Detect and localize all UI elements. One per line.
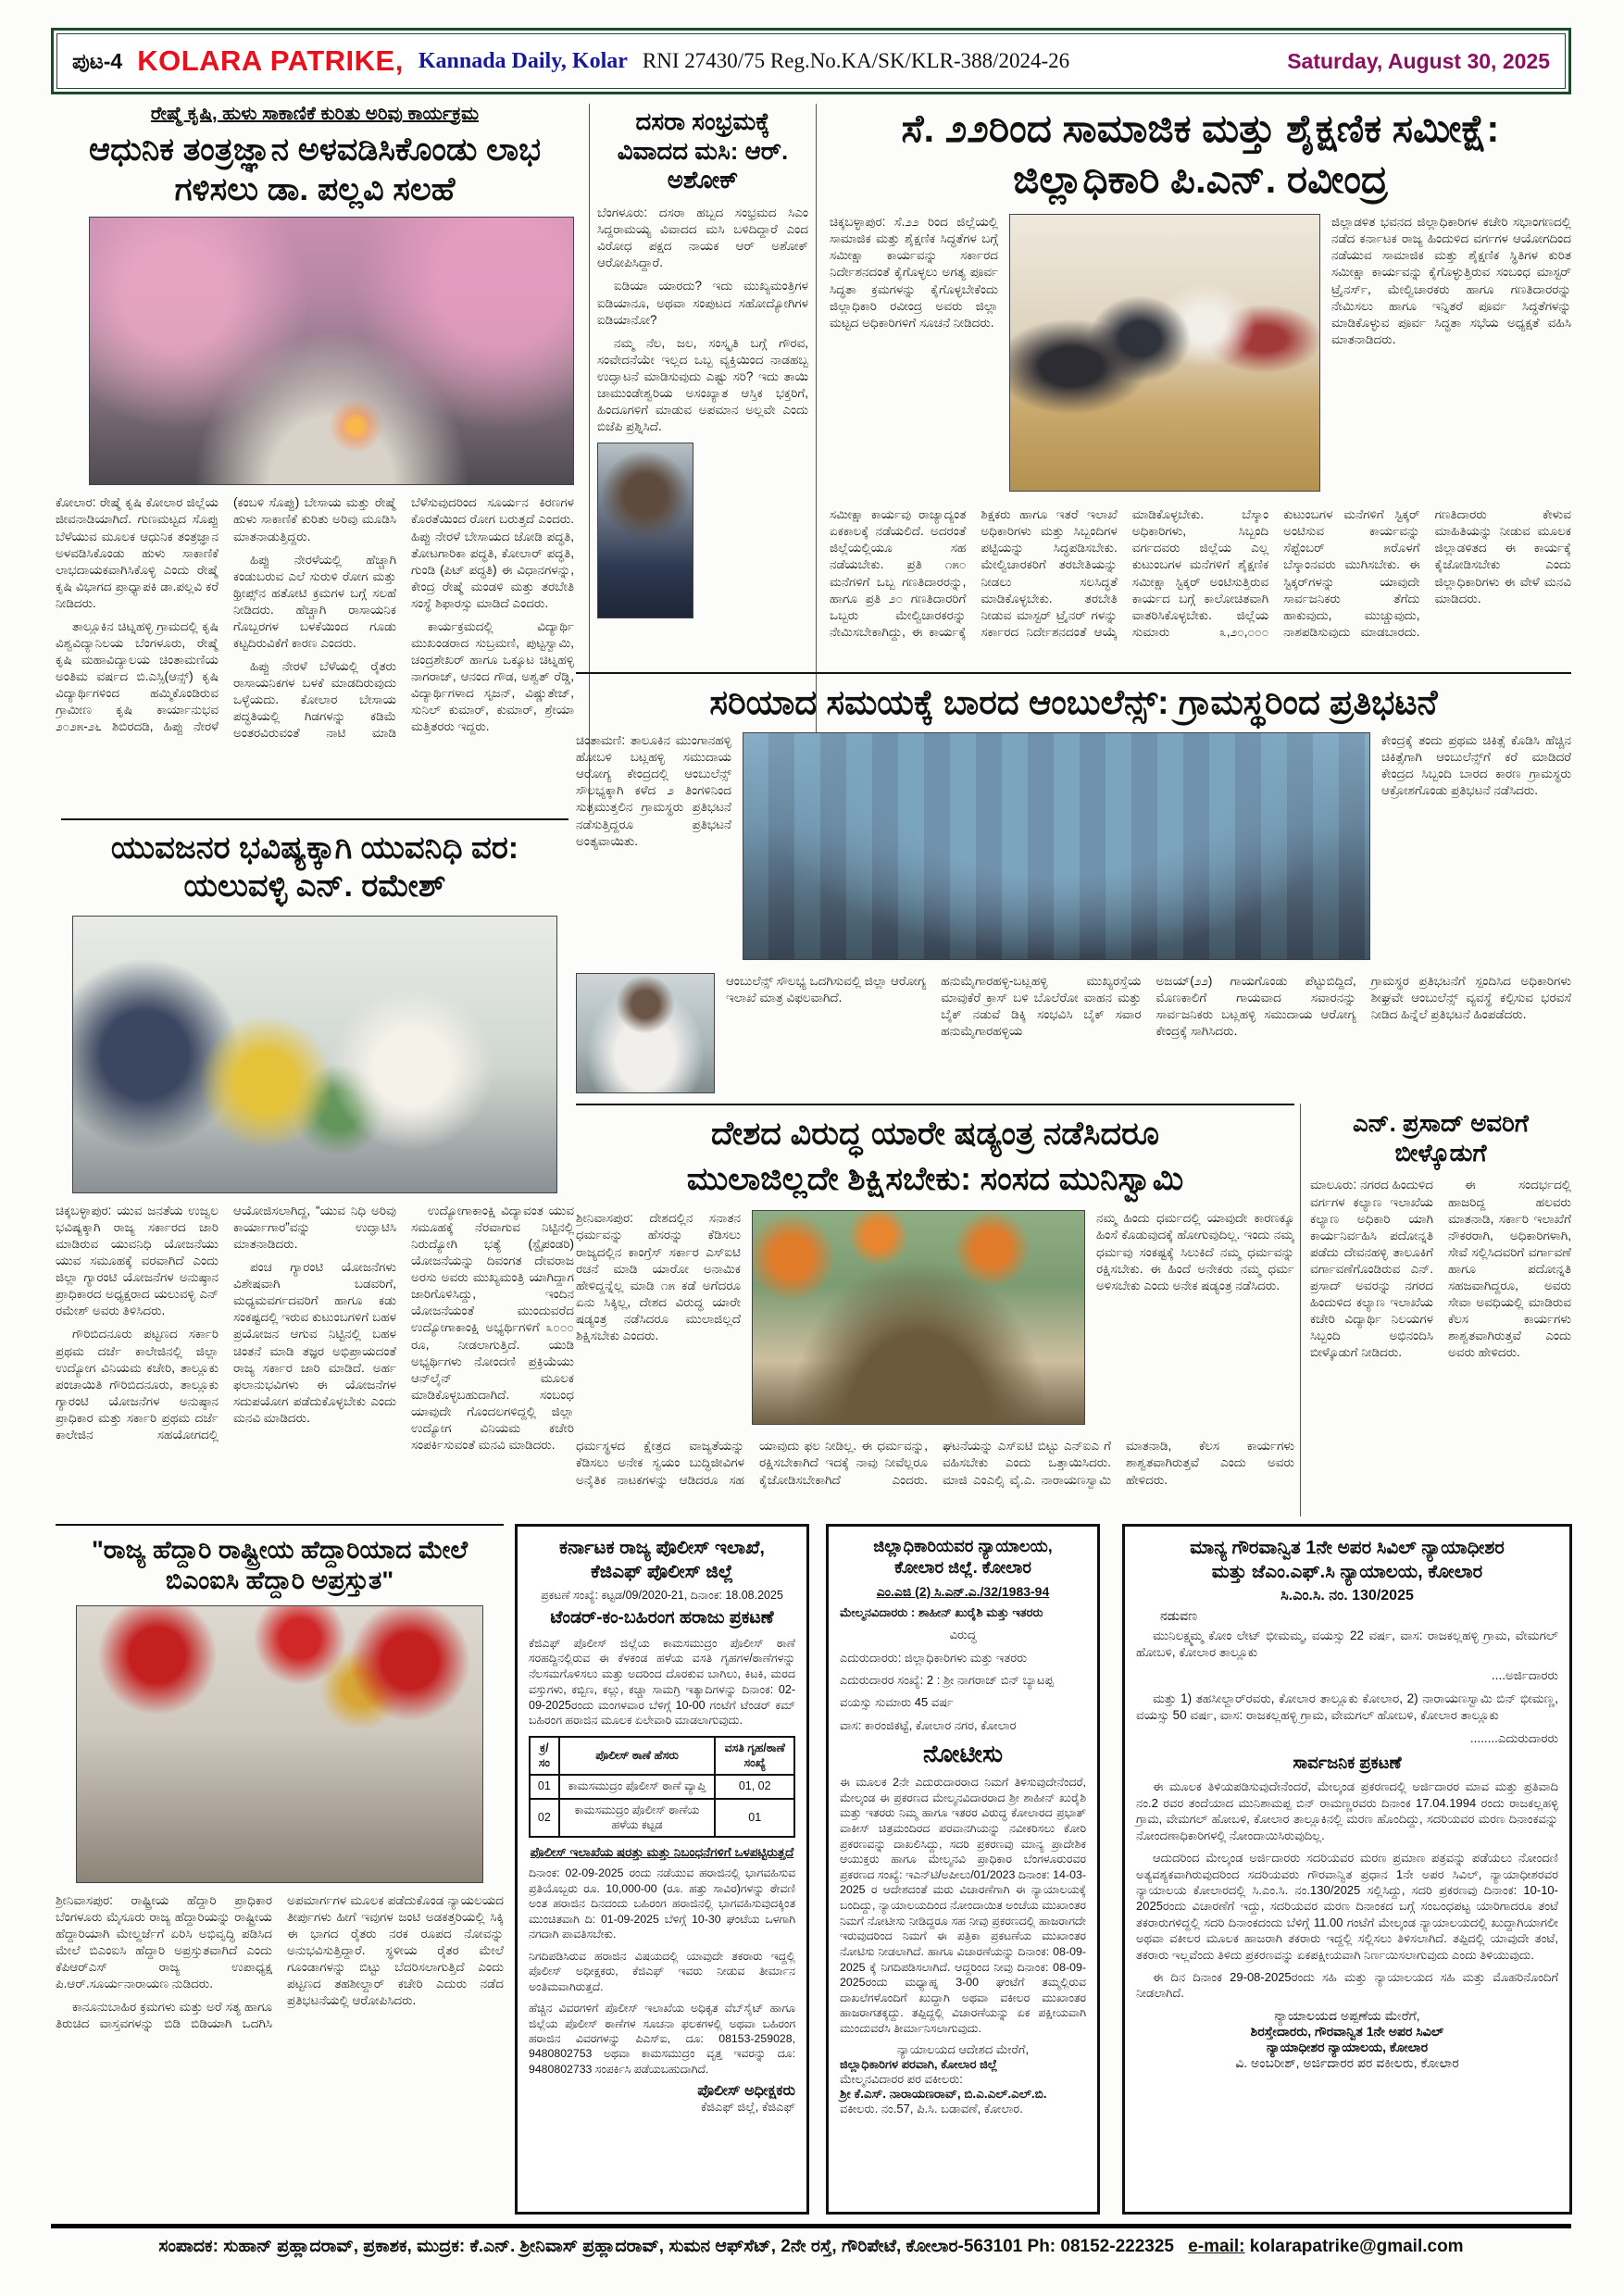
table-cell: 01, 02 bbox=[715, 1775, 794, 1799]
article-body bbox=[56, 1892, 504, 2207]
table-cell: 01 bbox=[530, 1775, 559, 1799]
by-order-line: ನ್ಯಾಯಾಲಯದ ಅಪ್ಪಣೆಯ ಮೇರೆಗೆ, bbox=[1274, 2007, 1420, 2023]
article-lead: ಶ್ರೀನಿವಾಸಪುರ: ದೇಶದಲ್ಲಿನ ಸನಾತನ ಧರ್ಮವನ್ನು ಹೆಸರನ್ನು ಕೆಡಿಸಲು ರಾಜ್ಯದಲ್ಲಿನ ಕಾಂಗ್ರೆಸ್ ಸರ್ಕಾರ ಎಸ್‌ಐಟಿ ರಚನೆ ಮಾಡಿ ಯಾರೋ ಅನಾಮಿಕ ಹೇಳಿದ್ದನ್ನೆಲ್ಲ ಮಾಡಿ ೧೫ ಕಡೆ ಅಗೆದರೂ ಏನು ಸಿಕ್ಕಿಲ್ಲ, ದೇಶದ ವಿರುದ್ಧ ಯಾರೇ ಷಡ್ಯಂತ್ರ ನಡೆಸಿದರೂ ಮುಲಾಜಿಲ್ಲದೆ ಶಿಕ್ಷಿಸಬೇಕು ಎಂದರು. bbox=[576, 1211, 741, 1342]
respondent2-line: ಎದುರುದಾರರ ಸಂಖ್ಯೆ: 2 : ಶ್ರೀ ನಾಗರಾಜ್ ಬಿನ್ ಬ್ಯಾಟಪ್ಪ bbox=[840, 1673, 1054, 1687]
signatory-line: ಜಿಲ್ಲಾಧಿಕಾರಿಗಳ ಪರವಾಗಿ, ಕೋಲಾರ ಜಿಲ್ಲೆ bbox=[840, 2056, 998, 2071]
photo-protest-crowd bbox=[743, 732, 1370, 960]
photo-saffron-flag-rally bbox=[752, 1210, 1085, 1425]
paragraph: ಚಿಕ್ಕಬಳ್ಳಾಪುರ: ಯುವ ಜನತೆಯ ಉಜ್ವಲ ಭವಿಷ್ಯಕ್ಕಾಗಿ ರಾಜ್ಯ ಸರ್ಕಾರದ ಜಾರಿ ಮಾಡಿರುವ ಯುವನಿಧಿ ಯೋಜನೆಯು ಯುವ ಸಮೂಹಕ್ಕೆ ವರವಾಗಿದೆ ಎಂದು ಜಿಲ್ಲಾ ಗ್ಯಾರಂಟಿ ಯೋಜನೆಗಳ ಅನುಷ್ಠಾನ ಪ್ರಾಧಿಕಾರದ ಅಧ್ಯಕ್ಷರಾದ ಯಲುವಳ್ಳಿ ಎನ್ ರಮೇಶ್ ಅವರು ತಿಳಿಸಿದರು. bbox=[56, 1203, 219, 1318]
paper-subtitle: Kannada Daily, Kolar bbox=[418, 48, 628, 73]
page-number-label: ಪುಟ-4 bbox=[72, 48, 123, 73]
paragraph: ಬೆಂಗಳೂರು: ದಸರಾ ಹಬ್ಬದ ಸಂಭ್ರಮದ ಸಿಎಂ ಸಿದ್ದರಾಮಯ್ಯ ವಿವಾದದ ಮಸಿ ಬಳಿದಿದ್ದಾರೆ ಎಂದ ವಿರೋಧ ಪಕ್ಷದ ನಾಯಕ ಆರ್ ಅಶೋಕ್ ಆರೋಪಿಸಿದ್ದಾರೆ. bbox=[597, 206, 808, 270]
footer-email-label: e-mail: bbox=[1188, 2237, 1245, 2256]
appellant-line: ಮೇಲ್ಮನವಿದಾರರು : ಶಾಹೀನ್ ಖುರೈಶಿ ಮತ್ತು ಇತರರು bbox=[840, 1604, 1043, 1619]
notice-title: ನೋಟೀಸು bbox=[922, 1740, 1004, 1768]
notice-terms-title: ಪೊಲೀಸ್ ಇಲಾಖೆಯ ಷರತ್ತು ಮತ್ತು ನಿಬಂಧನೆಗಳಿಗೆ ಒಳಪಟ್ಟಿರುತ್ತದೆ bbox=[530, 1845, 794, 1860]
article-body bbox=[56, 1203, 574, 1518]
respondent-line: ಎದುರುದಾರರು: ಜಿಲ್ಲಾಧಿಕಾರಿಗಳು ಮತ್ತು ಇತರರು bbox=[840, 1650, 1028, 1665]
table-header: ಕ್ರ/ಸಂ bbox=[530, 1737, 559, 1775]
notice-terms bbox=[529, 1866, 795, 2077]
notice-signatory: ಪೊಲೀಸ್ ಅಧೀಕ್ಷಕರು bbox=[697, 2083, 795, 2100]
table-cell: ಕಾಮಸಮುದ್ರಂ ಪೊಲೀಸ್ ಠಾಣೆಯ ಹಳೆಯ ಕಟ್ಟಡ bbox=[559, 1799, 716, 1837]
paragraph: ಅಜಯ್(೨೨) ಗಾಯಗೊಂಡು ಪೆಟ್ಟುಬಿದ್ದಿದೆ, ಮೊಣಕಾಲಿಗೆ ಗಾಯವಾದ ಸವಾರನನ್ನು ಸಾರ್ವಜನಿಕರು ಬಟ್ಲಹಳ್ಳಿ ಸಮುದಾಯ ಆರೋಗ್ಯ ಕೇಂದ್ರಕ್ಕೆ ಸಾಗಿಸಿದರು. bbox=[1156, 974, 1356, 1039]
notice-dept-line1: ಕರ್ನಾಟಕ ರಾಜ್ಯ ಪೊಲೀಸ್ ಇಲಾಖೆ, bbox=[559, 1538, 765, 1558]
article-headline: ಯುವಜನರ ಭವಿಷ್ಯಕ್ಕಾಗಿ ಯುವನಿಧಿ ವರ: ಯಲುವಳ್ಳಿ ಎನ್. ರಮೇಶ್ bbox=[61, 818, 568, 906]
article-continuation: ಸಮೀಕ್ಷಾ ಕಾರ್ಯವು ರಾಜ್ಯಾದ್ಯಂತ ಏಕಕಾಲಕ್ಕೆ ನಡೆಯಲಿದೆ. ಅದರಂತೆ ಜಿಲ್ಲೆಯಲ್ಲಿಯೂ ಸಹ ನಡೆಯಬೇಕು. ಪ್ರತಿ ೧೫೦ ಮನೆಗಳಿಗೆ ಒಬ್ಬ ಗಣತಿದಾರರನ್ನು, ಹಾಗೂ ಪ್ರತಿ ೨೦ ಗಣತಿದಾರರಿಗೆ ಒಬ್ಬರು ಮೇಲ್ವಿಚಾರಕರನ್ನು ನೇಮಿಸಬೇಕಾಗಿದ್ದು, ಈ ಕಾರ್ಯಕ್ಕೆ ಶಿಕ್ಷಕರು ಹಾಗೂ ಇತರೆ ಇಲಾಖೆ ಅಧಿಕಾರಿಗಳು ಮತ್ತು ಸಿಬ್ಬಂದಿಗಳ ಪಟ್ಟಿಯನ್ನು ಸಿದ್ಧಪಡಿಸಬೇಕು. ಮೇಲ್ವಿಚಾರಕರಿಗೆ ತರಬೇತಿಯನ್ನು ನೀಡಲು ಸಲಸಿದ್ಧತೆ ಮಾಡಿಕೊಳ್ಳಬೇಕು. ತರಬೇತಿ ನೀಡುವ ಮಾಸ್ಟರ್ ಟ್ರೈನರ್ ಗಳನ್ನು ಸರ್ಕಾರದ ನಿರ್ದೇಶನದಂತೆ ಆಯ್ಕೆ ಮಾಡಿಕೊಳ್ಳಬೇಕು. ಬೆಸ್ಕಾಂ ಅಧಿಕಾರಿಗಳು, ಸಿಬ್ಬಂದಿ ವರ್ಗದವರು ಜಿಲ್ಲೆಯ ಎಲ್ಲ ಕುಟುಂಬಗಳ ಮನೆಗಳಿಗೆ ಶೈಕ್ಷಣಿಕ ಸಮೀಕ್ಷಾ ಸ್ಟಿಕ್ಕರ್ ಅಂಟಿಸುತ್ತಿರುವ ಕಾರ್ಯದ ಬಗ್ಗೆ ಕಾಲೋಚಿತವಾಗಿ ವಾತರಿಸಿಕೊಳ್ಳಬೇಕು. ಜಿಲ್ಲೆಯ ಸುಮಾರು ೩,೨೦,೦೦೦ ಕುಟುಂಬಗಳ ಮನೆಗಳಿಗೆ ಸ್ಟಿಕ್ಕರ್ ಅಂಟಿಸುವ ಕಾರ್ಯವನ್ನು ಸೆಪ್ಟೆಂಬರ್ ೫ರೊಳಗೆ ಬೆಸ್ಕಾಂನವರು ಮುಗಿಸಬೇಕು. ಈ ಸ್ಟಿಕ್ಕರ್‌ಗಳನ್ನು ಯಾವುದೇ ಸಾರ್ವಜನಿಕರು ತೆಗೆದು ಹಾಕುವುದು, ಮುಚ್ಚುವುದು, ನಾಶಪಡಿಸುವುದು ಮಾಡಬಾರದು. ಗಣತಿದಾರರು ಕೇಳುವ ಮಾಹಿತಿಯನ್ನು ನೀಡುವ ಮೂಲಕ ಜಿಲ್ಲಾಡಳಿತದ ಈ ಕಾರ್ಯಕ್ಕೆ ಕೈಜೋಡಿಸಬೇಕು ಎಂದು ಜಿಲ್ಲಾಧಿಕಾರಿಗಳು ಈ ವೇಳೆ ಮನವಿ ಮಾಡಿದರು. bbox=[830, 507, 1571, 639]
paragraph: ಗೌರಿಬಿದನೂರು ಪಟ್ಟಣದ ಸರ್ಕಾರಿ ಪ್ರಥಮ ದರ್ಜೆ ಕಾಲೇಜಿನಲ್ಲಿ ಜಿಲ್ಲಾ ಉದ್ಯೋಗ ವಿನಿಯಮ ಕಚೇರಿ, ತಾಲ್ಲೂಕು ಪಂಚಾಯಿತಿ ಗೌರಿಬಿದನೂರು, ತಾಲ್ಲೂಕು ಗ್ಯಾರಂಟಿ ಯೋಜನೆಗಳ ಅನುಷ್ಠಾನ ಪ್ರಾಧಿಕಾರ ಮತ್ತು ಸರ್ಕಾರಿ ಪ್ರಥಮ ದರ್ಜೆ ಕಾಲೇಜಿನ ಸಹಯೋಗದಲ್ಲಿ ಆಯೋಜಿಸಲಾಗಿದ್ದ, “ಯುವ ನಿಧಿ ಅರಿವು ಕಾರ್ಯಾಗಾರ”ವನ್ನು ಉದ್ಘಾಟಿಸಿ ಮಾತನಾಡಿದರು. bbox=[56, 1203, 396, 1441]
notice-body-paragraph: ಆದುದರಿಂದ ಮೇಲ್ಕಂಡ ಅರ್ಜಿದಾರರು ಸದರಿಯವರ ಮರಣ ಪ್ರಮಾಣ ಪತ್ರವನ್ನು ಪಡೆಯಲು ನೋಂದಣಿ ಅತ್ಯವಶ್ಯಕವಾಗಿರುವುದರಿಂದ ಸದರಿಯವರು ಗೌರವಾನ್ವಿತ ಪ್ರಧಾನ 1ನೇ ಅಪರ ಸಿವಿಲ್, ನ್ಯಾಯಾಧೀಶರವರ ನ್ಯಾಯಾಲಯ ಕೋಲಾರದಲ್ಲಿ ಸಿ.ಎಂ.ಸಿ. ನಂ.130/2025 ಸಲ್ಲಿಸಿದ್ದು, ಸದರಿ ಪ್ರಕರಣವು ದಿನಾಂಕ: 10-10-2025ರಂದು ವಿಚಾರಣೆಗೆ ಇದ್ದು, ಸದರಿಯವರ ಮರಣ ದಿನಾಂಕದ ಬಗ್ಗೆ ಸಂಬಂಧಪಟ್ಟ ಯಾರಿಗಾದರೂ ತಂಟೆ ತಕರಾರುಗಳಿದ್ದಲ್ಲಿ ಸದರಿ ದಿನಾಂಕದಂದು ಬೆಳಿಗ್ಗೆ 11.00 ಗಂಟೆಗೆ ಮೇಲ್ಕಂಡ ನ್ಯಾಯಾಲಯದಲ್ಲಿ ಖುದ್ದಾಗಿಯಾಗಲೀ ಅಥವಾ ವಕೀಲರ ಮೂಲಕ ಹಾಜರಾಗಿ ತಕರಾರು ಇದ್ದಲ್ಲಿ ಸಲ್ಲಿಸಲು ತಿಳಿಸಲಾಗಿದೆ. ತಪ್ಪಿದಲ್ಲಿ ಯಾವುದೇ ತಂಟೆ, ತಕರಾರು ಇಲ್ಲವೆಂದು ತಿಳಿದು ಪ್ರಕರಣವನ್ನು ಏಕಪಕ್ಷೀಯವಾಗಿ ನಿರ್ಣಯಿಸಲಾಗುವುದು ಎಂದು ತಿಳಿಯುವುದು. bbox=[1136, 1851, 1558, 1962]
article-headline: ಆಧುನಿಕ ತಂತ್ರಜ್ಞಾನ ಅಳವಡಿಸಿಕೊಂಡು ಲಾಭ ಗಳಿಸಲು ಡಾ. ಪಲ್ಲವಿ ಸಲಹೆ bbox=[88, 131, 542, 207]
article-ambulance bbox=[576, 672, 1571, 1100]
article-headline-line2: ಮುಲಾಜಿಲ್ಲದೇ ಶಿಕ್ಷಿಸಬೇಕು: ಸಂಸದ ಮುನಿಸ್ವಾಮಿ bbox=[686, 1160, 1184, 1197]
footer-imprint: ಸಂಪಾದಕ: ಸುಹಾನ್ ಪ್ರಹ್ಲಾದರಾವ್, ಪ್ರಕಾಶಕ, ಮುದ್ರಕ: ಕೆ.ಎನ್. ಶ್ರೀನಿವಾಸ್ ಪ್ರಹ್ಲಾದರಾವ್, ಸುಮನ ಆಫ್‌ಸೆಟ್, 2ನೇ ರಸ್ತೆ, ಗೌರಿಪೇಟೆ, ಕೋಲಾರ-563101 Ph: 08152-222325 bbox=[158, 2237, 1174, 2256]
issue-date: Saturday, August 30, 2025 bbox=[1287, 48, 1550, 73]
article-side-column: ನಮ್ಮ ಹಿಂದು ಧರ್ಮದಲ್ಲಿ ಯಾವುದೇ ಕಾರಣಕ್ಕೂ ಹಿಂಸೆ ಕೊಡುವುದಕ್ಕೆ ಹೋಗುವುದಿಲ್ಲ. ಇಂದು ನಮ್ಮ ಧರ್ಮವು ಸಂಕಷ್ಟಕ್ಕೆ ಸಿಲುಕಿದೆ ನಮ್ಮ ಧರ್ಮವನ್ನು ರಕ್ಷಿಸಬೇಕು. ಈ ಹಿಂದೆ ಅನೇಕರು ನಮ್ಮ ಧರ್ಮ ಅಳಿಸಬೇಕು ಎಂದು ಅನೇಕ ಷಡ್ಯಂತ್ರ ನಡೆಸಿದರು. bbox=[1096, 1211, 1294, 1292]
versus-label: ವಿರುದ್ಧ bbox=[949, 1628, 977, 1642]
notice-body-paragraph: ಈ ದಿನ ದಿನಾಂಕ 29-08-2025ರಂದು ಸಹಿ ಮತ್ತು ನ್ಯಾಯಾಲಯದ ಸಹಿ ಮತ್ತು ಮೊಹರಿನೊಂದಿಗೆ ನೀಡಲಾಗಿದೆ. bbox=[1136, 1969, 1558, 2001]
article-headline: ಸರಿಯಾದ ಸಮಯಕ್ಕೆ ಬಾರದ ಆಂಬುಲೆನ್ಸ್: ಗ್ರಾಮಸ್ಥರಿಂದ ಪ್ರತಿಭಟನೆ bbox=[709, 683, 1438, 721]
paper-title: KOLARA PATRIKE, bbox=[137, 44, 404, 77]
article-silk-farming bbox=[56, 104, 574, 813]
article-munisvami bbox=[576, 1104, 1294, 1518]
paragraph: ಕಾನೂನುಬಾಹಿರ ಕ್ರಮಗಳು ಮತ್ತು ಅರೆ ಸತ್ಯ ಹಾಗೂ ತಿರುಚಿದ ವಾಸ್ತವಗಳನ್ನು ಬಿಡಿ ಬಿಡಿಯಾಗಿ ಒದಗಿಸಿ ಅಪಮಾರ್ಗಗಳ ಮೂಲಕ ಪಡೆದುಕೊಂಡ ನ್ಯಾಯಲಯದ ತೀರ್ಪುಗಳು ಹೀಗೆ ಇವುಗಳ ಜಂಟಿ ಅಡಕತ್ತರಿಯಲ್ಲಿ ಸಿಕ್ಕಿ ಈ ಭಾಗದ ರೈತರು ನರಕ ರೂಪದ ನೋವನ್ನು ಅನುಭವಿಸುತ್ತಿದ್ದಾರೆ. ಸ್ಥಳೀಯ ರೈತರ ಮೇಲೆ ಗೂಂಡಾಗಳನ್ನು ಬಿಟ್ಟು ಬೆದರಿಸಲಾಗುತ್ತಿದೆ ಎಂದು ಪಟ್ಟಣದ ತಹಶೀಲ್ದಾರ್ ಕಚೇರಿ ಎದುರು ನಡೆದ ಪ್ರತಿಭಟನೆಯಲ್ಲಿ ಆರೋಪಿಸಿದರು. bbox=[56, 1892, 504, 2031]
photo-lamp-lighting bbox=[89, 217, 574, 485]
paragraph: ಶ್ರೀನಿವಾಸಪುರ: ರಾಷ್ಟ್ರೀಯ ಹೆದ್ದಾರಿ ಪ್ರಾಧಿಕಾರ ಬೆಂಗಳೂರು ಮೈಸೂರು ರಾಜ್ಯ ಹೆದ್ದಾರಿಯನ್ನು ರಾಷ್ಟ್ರೀಯ ಹೆದ್ದಾರಿಯಾಗಿ ಮೇಲ್ದರ್ಜೆಗೆ ಏರಿಸಿ ಅಭಿವೃದ್ಧಿ ಪಡಿಸಿದ ಮೇಲೆ ಬಿಎಂಐಸಿ ಹೆದ್ದಾರಿ ಅಪ್ರಸ್ತುತವಾಗಿದೆ ಎಂದು ಕೆಪಿಆರ್‌ಎಸ್ ರಾಜ್ಯ ಉಪಾಧ್ಯಕ್ಷ ಪಿ.ಆರ್.ಸೂರ್ಯನಾರಾಯಣ ನುಡಿದರು. bbox=[56, 1892, 272, 1991]
notice-court-line2: ಮತ್ತು ಜೆಎಂ.ಎಫ್.ಸಿ ನ್ಯಾಯಾಲಯ, ಕೋಲಾರ bbox=[1211, 1562, 1483, 1582]
table-header: ಪೊಲೀಸ್ ಠಾಣೆ ಹೆಸರು bbox=[559, 1737, 716, 1775]
notice-case-number: ಸಿ.ಎಂ.ಸಿ. ನಂ. 130/2025 bbox=[1280, 1588, 1414, 1603]
article-prasad-farewell bbox=[1300, 1104, 1571, 1516]
paragraph: ಆಂಬುಲೆನ್ಸ್ ಸೌಲಭ್ಯ ಒದಗಿಸುವಲ್ಲಿ ಜಿಲ್ಲಾ ಆರೋಗ್ಯ ಇಲಾಖೆ ಮಾತ್ರ ವಿಫಲವಾಗಿದೆ. bbox=[726, 974, 927, 1005]
article-side-column: ಜಿಲ್ಲಾಡಳಿತ ಭವನದ ಜಿಲ್ಲಾಧಿಕಾರಿಗಳ ಕಚೇರಿ ಸಭಾಂಗಣದಲ್ಲಿ ನಡೆದ ಕರ್ನಾಟಕ ರಾಜ್ಯ ಹಿಂದುಳಿದ ವರ್ಗಗಳ ಆಯೋಗದಿಂದ ನಡೆಯುವ ಸಾಮಾಜಿಕ ಮತ್ತು ಶೈಕ್ಷಣಿಕ ಸ್ಥಿತಿಗಳ ಕುರಿತ ಸಮೀಕ್ಷಾ ಕಾರ್ಯವನ್ನು ಕೈಗೊಳ್ಳುತ್ತಿರುವ ಸಂಬಂಧ ಮಾಸ್ಟರ್ ಟ್ರೈನರ್ಸ್, ಮೇಲ್ವಿಚಾರಕರು ಹಾಗೂ ಗಣತಿದಾರರನ್ನು ನೇಮಿಸಲು ಹಾಗೂ ಇನ್ನಿತರೆ ಪೂರ್ವ ಸಿದ್ಧತೆಗಳನ್ನು ಮಾಡಿಕೊಳ್ಳುವ ಪೂರ್ವ ಸಿದ್ಧತಾ ಸಭೆಯ ಅಧ್ಯಕ್ಷತೆ ವಹಿಸಿ ಮಾತನಾಡಿದರು. bbox=[1331, 215, 1571, 346]
term: ಹೆಚ್ಚಿನ ವಿವರಗಳಿಗೆ ಪೊಲೀಸ್ ಇಲಾಖೆಯ ಅಧಿಕೃತ ವೆಬ್‌ಸೈಟ್ ಹಾಗೂ ಜಿಲ್ಲೆಯ ಪೊಲೀಸ್ ಠಾಣೆಗಳ ಸೂಚನಾ ಫಲಕಗಳಲ್ಲಿ ಅಥವಾ ಬಹಿರಂಗ ಹರಾಜಿನ ವಿವರಗಳನ್ನು ಪಿಎಸ್‌ಐ, ದೂ: 08153-259028, 9480802753 ಅಥವಾ ಕಾಮಸಮುದ್ರಂ ವೃತ್ತ ಇವರನ್ನು ದೂ: 9480802733 ಸಂಪರ್ಕಿಸಿ ಪಡೆಯಬಹುದಾಗಿದೆ. bbox=[529, 2002, 795, 2076]
paragraph: ಉದ್ಯೋಗಾಕಾಂಕ್ಷಿ ವಿದ್ಯಾವಂತ ಯುವ ಸಮೂಹಕ್ಕೆ ನೆರವಾಗುವ ನಿಟ್ಟಿನಲ್ಲಿ ನಿರುದ್ಯೋಗಿ ಭತ್ಯೆ (ಸ್ಟೈಪಂಡರಿ) ಯೋಜನೆಯನ್ನು ದಿವಂಗತ ದೇವರಾಜ ಅರಸು ಅವರು ಮುಖ್ಯಮಂತ್ರಿ ಯಾಗಿದ್ದಾಗ ಜಾರಿಗೊಳಿಸಿದ್ದು, ಇಂದಿನ ಯೋಜನೆಯಂತೆ ಮುಂದುವರೆದ ಉದ್ಯೋಗಾಕಾಂಕ್ಷಿ ಅಭ್ಯರ್ಥಿಗಳಿಗೆ ೩೦೦೦ ರೂ, ನೀಡಲಾಗುತ್ತಿದೆ. ಯುಡಿ ಅಭ್ಯರ್ಥಿಗಳು ನೋಂದಣಿ ಪ್ರಕ್ರಿಯೆಯು ಆನ್‌ಲೈನ್ ಮೂಲಕ ಮಾಡಿಕೊಳ್ಳಬಹುದಾಗಿದೆ. ಸಂಬಂಧ ಯಾವುದೇ ಗೊಂದಲಗಳಿದ್ದಲ್ಲಿ ಜಿಲ್ಲಾ ಉದ್ಯೋಗ ವಿನಿಯಮ ಕಚೇರಿ ಸಂಪರ್ಕಿಸುವಂತೆ ಮನವಿ ಮಾಡಿದರು. bbox=[411, 1203, 574, 1453]
advocate-line: ವಿ. ಅಂಬರೀಶ್, ಅರ್ಜಿದಾರರ ಪರ ವಕೀಲರು, ಕೋಲಾರ bbox=[1235, 2054, 1459, 2070]
notice-intro: ಕೆಜಿಎಫ್ ಪೊಲೀಸ್ ಜಿಲ್ಲೆಯ ಕಾಮಸಮುದ್ರಂ ಪೊಲೀಸ್ ಠಾಣೆ ಸರಹದ್ದಿನಲ್ಲಿರುವ ಈ ಕೆಳಕಂಡ ಹಳೆಯ ವಸತಿ ಗೃಹಗಳ/ಠಾಣೆಗಳನ್ನು ನೆಲಸಮಗೊಳಿಸಲು ಮತ್ತು ಅದರಿಂದ ದೊರಕುವ ಬಾಗಿಲು, ಕಿಟಕಿ, ಮರದ ವಸ್ತುಗಳು, ಕಬ್ಬಿಣ, ಕಲ್ಲು, ಕಚ್ಚಾ ಸಾಮಗ್ರಿ ಇತ್ಯಾದಿಗಳನ್ನು ದಿನಾಂಕ: 02-09-2025ರಂದು ಮಂಗಳವಾರ ಬೆಳಿಗ್ಗೆ 10-00 ಗಂಟೆಗೆ ಟೆಂಡರ್ ಕಮ್ ಬಹಿರಂಗ ಹರಾಜಿನ ಮೂಲಕ ಏಲೇವಾರಿ ಮಾಡಲಾಗುವುದು. bbox=[529, 1636, 795, 1728]
advocate-label: ಮೇಲ್ಮನವಿದಾರರ ಪರ ವಕೀಲರು: bbox=[840, 2071, 963, 2086]
age-line: ವಯಸ್ಸು ಸುಮಾರು 45 ವರ್ಷ bbox=[840, 1695, 954, 1710]
applicant-tag: ....ಅರ್ಜಿದಾರರು bbox=[1491, 1668, 1558, 1683]
article-body bbox=[597, 205, 808, 435]
photo-villager-portrait bbox=[576, 973, 715, 1093]
applicant-line: ಮುನಿಲಕ್ಷ್ಮಮ್ಮ ಕೋಂ ಲೇಟ್ ಭೀಮಮ್ಮ, ವಯಸ್ಸು 22 ವರ್ಷ, ವಾಸ: ರಾಜಕಲ್ಲಹಳ್ಳಿ ಗ್ರಾಮ, ವೇಮಗಲ್ ಹೋಬಳಿ, ಕೋಲಾರ ತಾಲ್ಲೂಕು bbox=[1136, 1628, 1558, 1660]
article-headline-line1: ದೇಶದ ವಿರುದ್ಧ ಯಾರೇ ಷಡ್ಯಂತ್ರ ನಡೆಸಿದರೂ bbox=[711, 1116, 1159, 1152]
table-cell: ಕಾಮಸಮುದ್ರಂ ಪೊಲೀಸ್ ಠಾಣೆ ವ್ಯಾಪ್ತಿ bbox=[559, 1775, 716, 1799]
article-headline: ಎನ್. ಪ್ರಸಾದ್ ಅವರಿಗೆ ಬೀಳ್ಕೊಡುಗೆ bbox=[1353, 1109, 1529, 1167]
paragraph: ಹನುಮೈಗಾರಹಳ್ಳಿ-ಬಟ್ಲಹಳ್ಳಿ ಮುಖ್ಯರಸ್ತೆಯ ಮಾವುಕೆರೆ ಕ್ರಾಸ್ ಬಳಿ ಬೊಲೆರೋ ವಾಹನ ಮತ್ತು ಬೈಕ್ ನಡುವೆ ಡಿಕ್ಕಿ ಸಂಭವಿಸಿ ಬೈಕ್ ಸವಾರ ಹನುಮೈಗಾರಹಳ್ಳಿಯ bbox=[941, 974, 1142, 1039]
article-kicker: ರೇಷ್ಮೆ ಕೃಷಿ, ಹುಳು ಸಾಕಾಣಿಕೆ ಕುರಿತು ಅರಿವು ಕಾರ್ಯಕ್ರಮ bbox=[150, 104, 480, 124]
signatory-line2: ನ್ಯಾಯಾಧೀಶರ ನ್ಯಾಯಾಲಯ, ಕೋಲಾರ bbox=[1266, 2039, 1429, 2054]
respondents-tag: ........ಎದುರುದಾರರು bbox=[1469, 1731, 1558, 1746]
notice-court-line2: ಕೋಲಾರ ಜಿಲ್ಲೆ. ಕೋಲಾರ bbox=[894, 1558, 1031, 1578]
notice-body: ಈ ಮೂಲಕ 2ನೇ ಎದುರುದಾರರಾದ ನಿಮಗೆ ತಿಳಿಸುವುದೇನೆಂದರೆ, ಮೇಲ್ಕಂಡ ಈ ಪ್ರಕರಣದ ಮೇಲ್ಮನವಿದಾರರಾದ ಶ್ರೀ ಶಾಹೀನ್ ಖುರೈಶಿ ಮತ್ತು ಇತರರು ನಿಮ್ಮ ಹಾಗೂ ಇತರರ ವಿರುದ್ಧ ಕೋಲಾರದ ಪ್ರಭಾತ್ ವಾಕೀಸ್ ಚಿತ್ರಮಂದಿರದ ಪರವಾನಗಿಯನ್ನು ನವೀಕರಿಸಲು ಕೋರಿ ಪ್ರಕರಣವನ್ನು ದಾಖಲಿಸಿದ್ದು, ಸದರಿ ಪ್ರಕರಣವು ಮಾನ್ಯ ಪ್ರಾದೇಶಿಕ ಆಯುಕ್ತರು ಹಾಗೂ ಮೇಲ್ಮನವಿ ಪ್ರಾಧಿಕಾರ ಬೆಂಗಳೂರುರವರ ಪ್ರಕರಣದ ಸಂಖ್ಯೆ: ಇಎನ್‌ಟಿ/ಅಪೀಲು/01/2023 ದಿನಾಂಕ: 14-03-2025 ರ ಆದೇಶದಂತೆ ಮರು ವಿಚಾರಣೆಗಾಗಿ ಈ ನ್ಯಾಯಾಲಯಕ್ಕೆ ಬಂದಿದ್ದು, ನ್ಯಾಯಾಲಯದಿಂದ ನೋಂದಾಯಿತ ಅಂಚೆಯ ಮುಖಾಂತರ ನಿಮಗೆ ನೋಟೀಸು ನೀಡಿದ್ದರೂ ಸಹ ನೀವು ಪ್ರಕರಣದಲ್ಲಿ ಹಾಜರಾಗದೇ ಇರುವುದರಿಂದ ನಿಮಗೆ ಈ ಪತ್ರಿಕಾ ಪ್ರಕಟಣೆಯ ಮುಖಾಂತರ ನೋಟಿಸು ನೀಡಲಾಗಿದೆ. ಹಾಗೂ ವಿಚಾರಣೆಯನ್ನು ದಿನಾಂಕ: 08-09-2025 ಕ್ಕೆ ನಿಗದಿಪಡಿಸಲಾಗಿದೆ. ಆದ್ದರಿಂದ ನೀವು ದಿನಾಂಕ: 08-09-2025ರಂದು ಮಧ್ಯಾಹ್ನ 3-00 ಘಂಟೆಗೆ ತಮ್ಮಲ್ಲಿರುವ ದಾಖಲೆಗಳೊಂದಿಗೆ ಖುದ್ದಾಗಿ ಅಥವಾ ವಕೀಲರ ಮುಖಾಂತರ ಹಾಜರಾಗತಕ್ಕದ್ದು. ತಪ್ಪಿದ್ದಲ್ಲಿ ವಿಚಾರಣೆಯನ್ನು ಏಕ ಪಕ್ಷೀಯವಾಗಿ ಮುಂದುವರೆಸಿ ತೀರ್ಮಾನಿಸಲಾಗುವುದು. bbox=[840, 1776, 1086, 2035]
masthead bbox=[51, 28, 1571, 94]
article-continuation bbox=[726, 973, 1571, 1095]
article-side-column: ಕೇಂದ್ರಕ್ಕೆ ತಂದು ಪ್ರಥಮ ಚಿಕಿತ್ಸೆ ಕೊಡಿಸಿ ಹೆಚ್ಚಿನ ಚಿಕಿತ್ಸೆಗಾಗಿ ಆಂಬುಲೆನ್ಸ್‌ಗೆ ಕರೆ ಮಾಡಿದರೆ ಕೇಂದ್ರದ ಸಿಬ್ಬಂದಿ ಬಾರದ ಕಾರಣ ಗ್ರಾಮಸ್ಥರು ಆಕ್ರೋಶಗೊಂಡು ಪ್ರತಿಭಟನೆ ನಡೆಸಿದರು. bbox=[1381, 733, 1571, 798]
table-row bbox=[530, 1799, 794, 1837]
article-lead: ಚಿಕ್ಕಬಳ್ಳಾಪುರ: ಸೆ.೨೨ ರಿಂದ ಜಿಲ್ಲೆಯಲ್ಲಿ ಸಾಮಾಜಿಕ ಮತ್ತು ಶೈಕ್ಷಣಿಕ ಸಿದ್ಧತೆಗಳ ಬಗ್ಗೆ ಸಮೀಕ್ಷಾ ಕಾರ್ಯವನ್ನು ಸರ್ಕಾರದ ನಿರ್ದೇಶನದಂತೆ ಕೈಗೊಳ್ಳಲು ಅಗತ್ಯ ಪೂರ್ವ ಸಿದ್ಧತಾ ಕ್ರಮಗಳನ್ನು ಕೈಗೊಳ್ಳಬೇಕೆಂದು ಜಿಲ್ಲಾಧಿಕಾರಿ ರವೀಂದ್ರ ಅವರು ಜಿಲ್ಲಾ ಮಟ್ಟದ ಅಧಿಕಾರಿಗಳಿಗೆ ಸೂಚನೆ ನೀಡಿದರು. bbox=[830, 215, 998, 330]
notice-civil-court bbox=[1122, 1524, 1572, 2215]
photo-yuvanidhi-event bbox=[72, 916, 557, 1193]
photo-red-flag-protest bbox=[76, 1605, 483, 1883]
paragraph: ತಾಲ್ಲೂಕಿನ ಚಿಟ್ನಹಳ್ಳಿ ಗ್ರಾಮದಲ್ಲಿ ಕೃಷಿ ವಿಶ್ವವಿದ್ಯಾನಿಲಯ ಬೆಂಗಳೂರು, ರೇಷ್ಮೆ ಕೃಷಿ ಮಹಾವಿದ್ಯಾಲಯ ಚಿಂತಾಮಣಿಯ ಅಂತಿಮ ವರ್ಷದ ಬಿ.ಎಸ್ಸಿ(ಆನ್ಸ್) ಕೃಷಿ ವಿದ್ಯಾರ್ಥಿಗಳಿಂದ ಹಮ್ಮಿಕೊಂಡಿರುವ ಗ್ರಾಮೀಣ ಕೃಷಿ ಕಾರ್ಯಾನುಭವ ೨೦೨೫-೨೬ ಶಿಬಿರದಡಿ, ಹಿಪ್ಪು ನೇರಳೆ (ಕಂಬಳಿ ಸೊಪ್ಪು) ಬೇಸಾಯ ಮತ್ತು ರೇಷ್ಮೆ ಹುಳು ಸಾಕಾಣಿಕೆ ಕುರಿತು ಅರಿವು ಮೂಡಿಸಿ ಮಾತನಾಡುತ್ತಿದ್ದರು. bbox=[56, 495, 396, 734]
article-yuvanidhi bbox=[56, 818, 574, 1518]
table-cell: 02 bbox=[530, 1799, 559, 1837]
notice-dc-court bbox=[826, 1524, 1100, 2215]
article-lead: ಚಿಂತಾಮಣಿ: ತಾಲೂಕಿನ ಮುಂಗಾನಹಳ್ಳಿ ಹೋಬಳಿ ಬಟ್ಲಹಳ್ಳಿ ಸಮುದಾಯ ಆರೋಗ್ಯ ಕೇಂದ್ರದಲ್ಲಿ ಆಂಬುಲೆನ್ಸ್ ಸೌಲಭ್ಯಕ್ಕಾಗಿ ಕಳೆದ ೨ ತಿಂಗಳಿನಿಂದ ಸುತ್ತಮುತ್ತಲಿನ ಗ್ರಾಮಸ್ಥರು ಪ್ರತಿಭಟನೆ ನಡೆಸುತ್ತಿದ್ದರೂ ಪ್ರತಿಭಟನೆ ಅಂತ್ಯವಾಯಿತು. bbox=[576, 733, 731, 848]
article-bmic-highway bbox=[56, 1524, 504, 2215]
footer bbox=[51, 2237, 1571, 2257]
article-headline: "ರಾಜ್ಯ ಹೆದ್ದಾರಿ ರಾಷ್ಟ್ರೀಯ ಹೆದ್ದಾರಿಯಾದ ಮೇಲೆ ಬಿಎಂಐಸಿ ಹೆದ್ದಾರಿ ಅಪ್ರಸ್ತುತ" bbox=[56, 1524, 504, 1596]
notice-case-number: ಎಂ.ಎಜಿ (2) ಸಿ.ಎನ್.ಎ./32/1983-94 bbox=[876, 1583, 1050, 1599]
paragraph: ಐಡಿಯಾ ಯಾರದು? ಇದು ಮುಖ್ಯಮಂತ್ರಿಗಳ ಐಡಿಯಾನೂ, ಅಥವಾ ಸಂಪುಟದ ಸಹೋದ್ಯೋಗಿಗಳ ಐಡಿಯಾನೋ? bbox=[597, 279, 808, 327]
footer-rule bbox=[51, 2224, 1571, 2228]
between-label: ನಡುವಣ bbox=[1160, 1608, 1198, 1623]
rni-registration: RNI 27430/75 Reg.No.KA/SK/KLR-388/2024-26 bbox=[642, 49, 1070, 72]
article-survey bbox=[830, 104, 1571, 668]
article-headline: ದಸರಾ ಸಂಭ್ರಮಕ್ಕೆ ವಿವಾದದ ಮಸಿ: ಆರ್. ಅಶೋಕ್ bbox=[617, 107, 789, 194]
notice-kgf-police-tender bbox=[515, 1524, 809, 2215]
paragraph: ಪಂಚ ಗ್ಯಾರಂಟಿ ಯೋಜನೆಗಳು ವಿಶೇಷವಾಗಿ ಬಡವರಿಗೆ, ಮಧ್ಯಮವರ್ಗದವರಿಗೆ ಹಾಗೂ ಕಡು ಸಂಕಷ್ಟದಲ್ಲಿ ಇರುವ ಕುಟುಂಬಗಳಿಗೆ ಬಹಳ ಪ್ರಯೋಜನ ಆಗುವ ನಿಟ್ಟಿನಲ್ಲಿ ಬಹಳ ಚಿಂತನೆ ಮಾಡಿ ತಜ್ಞರ ಅಭಿಪ್ರಾಯದಂತೆ ರಾಜ್ಯ ಸರ್ಕಾರ ಜಾರಿ ಮಾಡಿದೆ. ಅರ್ಹ ಫಲಾನುಭವಿಗಳು ಈ ಯೋಜನೆಗಳ ಸದುಪಯೋಗ ಪಡೆದುಕೊಳ್ಳಬೇಕು ಎಂದು ಮನವಿ ಮಾಡಿದರು. bbox=[233, 1260, 396, 1425]
signatory-line1: ಶಿರಸ್ತೇದಾರರು, ಗೌರವಾನ್ವಿತ 1ನೇ ಅಪರ ಸಿವಿಲ್ bbox=[1250, 2023, 1444, 2039]
term: ನಿಗದಿಪಡಿಸಿರುವ ಹರಾಜಿನ ವಿಷಯದಲ್ಲಿ ಯಾವುದೇ ತಕರಾರು ಇದ್ದಲ್ಲಿ ಪೊಲೀಸ್ ಅಧೀಕ್ಷಕರು, ಕೆಜಿಎಫ್ ಇವರು ನೀಡುವ ತೀರ್ಮಾನ ಅಂತಿಮವಾಗಿರುತ್ತದೆ. bbox=[529, 1949, 795, 1993]
notice-signatory-office: ಕೆಜಿಎಫ್ ಜಿಲ್ಲೆ, ಕೆಜಿಎಫ್ bbox=[700, 2100, 795, 2115]
advocate-address: ವಕೀಲರು. ನಂ.57, ಪಿ.ಸಿ. ಬಡಾವಣೆ, ಕೋಲಾರ. bbox=[840, 2101, 1023, 2115]
notice-court-line1: ಮಾನ್ಯ ಗೌರವಾನ್ವಿತ 1ನೇ ಅಪರ ಸಿವಿಲ್ ನ್ಯಾಯಾಧೀಶರ bbox=[1190, 1538, 1505, 1558]
photo-r-ashok-portrait bbox=[597, 443, 693, 618]
article-continuation: ಧರ್ಮಸ್ಥಳದ ಕ್ಷೇತ್ರದ ವಾಜ್ಯತೆಯನ್ನು ಕೆಡಿಸಲು ಅನೇಕ ಸ್ವಯಂ ಬುದ್ಧಿಜೀವಿಗಳ ಅನೈತಿಕ ನಾಟಕಗಳನ್ನು ಆಡಿದರೂ ಸಹ ಯಾವುದು ಫಲ ನೀಡಿಲ್ಲ. ಈ ಧರ್ಮವನ್ನು, ರಕ್ಷಿಸಬೇಕಾಗಿದೆ ಇದಕ್ಕೆ ನಾವು ನೀವೆಲ್ಲರೂ ಕೈಜೋಡಿಸಬೇಕಾಗಿದೆ ಎಂದರು. ಘಟನೆಯನ್ನು ಎಸ್‌ಐಟಿ ಬಿಟ್ಟು ಎನ್‌ಐಎ ಗೆ ವಹಿಸಬೇಕು ಎಂದು ಒತ್ತಾಯಿಸಿದರು. ಮಾಜಿ ಎಂಎಲ್ಸಿ ವೈ.ಎ. ನಾರಾಯಣಸ್ವಾಮಿ ಮಾತನಾಡಿ, ಕೆಲಸ ಕಾರ್ಯಗಳು ಶಾಶ್ವತವಾಗಿರುತ್ತವೆ ಎಂದು ಅವರು ಹೇಳಿದರು. bbox=[576, 1439, 1294, 1487]
notice-title: ಟೆಂಡರ್-ಕಂ-ಬಹಿರಂಗ ಹರಾಜು ಪ್ರಕಟಣೆ bbox=[550, 1608, 774, 1628]
table-row bbox=[530, 1775, 794, 1799]
term: ದಿನಾಂಕ: 02-09-2025 ರಂದು ನಡೆಯುವ ಹರಾಜಿನಲ್ಲಿ ಭಾಗವಹಿಸುವ ಪ್ರತಿಯೊಬ್ಬರು ರೂ. 10,000-00 (ರೂ. ಹತ್ತು ಸಾವಿರ)ಗಳನ್ನು ಠೇವಣಿ ಅಂತ ಹರಾಜಿನ ದಿನದಂದು ಬಹಿರಂಗ ಹರಾಜಿನಲ್ಲಿ ಭಾಗವಹಿಸುವುದಕ್ಕಿಂತ ಮುಂಚಿತವಾಗಿ ದಿ: 01-09-2025 ಬೆಳಿಗ್ಗೆ 10-30 ಘಂಟೆಯ ಒಳಗಾಗಿ ನಗದಾಗಿ ಪಾವತಿಸಬೇಕು. bbox=[529, 1866, 795, 1941]
address-line: ವಾಸ: ಕಾರಂಜಿಕಟ್ಟೆ, ಕೋಲಾರ ನಗರ, ಕೋಲಾರ bbox=[840, 1717, 1017, 1732]
paragraph: ಹಿಪ್ಪು ನೇರಳೆ ಬೆಳೆಯಲ್ಲಿ ರೈತರು ರಾಸಾಯನಿಕಗಳ ಬಳಕೆ ಮಾಡದಿರುವುದು ಒಳ್ಳೆಯದು. ಕೋಲಾರ ಬೇಸಾಯ ಪದ್ಧತಿಯಲ್ಲಿ ಗಿಡಗಳನ್ನು ಕಡಿಮೆ ಅಂತರವಿರುವಂತೆ ನಾಟಿ ಮಾಡಿ ಬೆಳೆಸುವುದರಿಂದ ಸೂರ್ಯನ ಕಿರಣಗಳ ಕೊರತೆಯಿಂದ ರೋಗ ಬರುತ್ತದೆ ಎಂದರು. ಹಿಪ್ಪು ನೇರಳೆ ಬೇಸಾಯದ ಜೋಡಿ ಪದ್ಧತಿ, ತೋಟಗಾರಿಕಾ ಪದ್ಧತಿ, ಕೋಲಾರ್ ಪದ್ಧತಿ, ಗುಂಡಿ (ಪಿಟ್ ಪದ್ಧತಿ) ಈ ವಿಧಾನಗಳನ್ನು, ಕೇಂದ್ರ ರೇಷ್ಮೆ ಮಂಡಳಿ ಮತ್ತು ತರಬೇತಿ ಸಂಸ್ಥೆ ಶಿಫಾರಸ್ಸು ಮಾಡಿದೆ ಎಂದರು. bbox=[233, 495, 574, 741]
notice-title: ಸಾರ್ವಜನಿಕ ಪ್ರಕಟಣೆ bbox=[1293, 1753, 1402, 1773]
article-headline: ಸೆ. ೨೨ರಿಂದ ಸಾಮಾಜಿಕ ಮತ್ತು ಶೈಕ್ಷಣಿಕ ಸಮೀಕ್ಷೆ: ಜಿಲ್ಲಾಧಿಕಾರಿ ಪಿ.ಎನ್. ರವೀಂದ್ರ bbox=[901, 106, 1500, 201]
table-header: ವಸತಿ ಗೃಹ/ಠಾಣೆ ಸಂಖ್ಯೆ bbox=[715, 1737, 794, 1775]
paragraph: ನಮ್ಮ ನೆಲ, ಜಲ, ಸಂಸ್ಕೃತಿ ಬಗ್ಗೆ ಗೌರವ, ಸಂವೇದನೆಯೇ ಇಲ್ಲದ ಒಬ್ಬ ವ್ಯಕ್ತಿಯಿಂದ ನಾಡಹಬ್ಬ ಉದ್ಘಾಟನೆ ಮಾಡಿಸುವುದು ಎಷ್ಟು ಸರಿ? ಇದು ತಾಯಿ ಚಾಮುಂಡೇಶ್ವರಿಯ ಅಸಂಖ್ಯಾತ ಆಸ್ತಿಕ ಭಕ್ತರಿಗೆ, ಹಿಂದೂಗಳಿಗೆ ಮಾಡುವ ಅಪಮಾನ ಅಲ್ಲವೇ ಎಂದು ಬಿಜೆಪಿ ಪ್ರಶ್ನಿಸಿದೆ. bbox=[597, 335, 808, 434]
article-body bbox=[1310, 1177, 1571, 1516]
paragraph: ಗ್ರಾಮಸ್ಥರ ಪ್ರತಿಭಟನೆಗೆ ಸ್ಪಂದಿಸಿದ ಅಧಿಕಾರಿಗಳು ಶೀಘ್ರವೇ ಆಂಬುಲೆನ್ಸ್ ವ್ಯವಸ್ಥೆ ಕಲ್ಪಿಸುವ ಭರವಸೆ ನೀಡಿದ ಹಿನ್ನೆಲೆ ಪ್ರತಿಭಟನೆ ಹಿಂಪಡೆದರು. bbox=[1370, 974, 1571, 1022]
paragraph: ಹಿಪ್ಪು ನೇರಳೆಯಲ್ಲಿ ಹೆಚ್ಚಾಗಿ ಕಂಡುಬರುವ ಎಲೆ ಸುರುಳಿ ರೋಗ ಮತ್ತು ಥ್ರೀಪ್ಸ್‌ನ ಹತೋಟಿ ಕ್ರಮಗಳ ಬಗ್ಗೆ ಸಲಹೆ ನೀಡಿದರು. ಹೆಚ್ಚಾಗಿ ರಾಸಾಯನಿಕ ಗೊಬ್ಬರಗಳ ಬಳಕೆಯಿಂದ ಗೂಡು ಕಟ್ಟದಿರುವಿಕೆಗೆ ಕಾರಣ ಎಂದರು. bbox=[233, 552, 396, 650]
respondents-line: ಮತ್ತು 1) ತಹಸೀಲ್ದಾರ್‌ರವರು, ಕೋಲಾರ ತಾಲ್ಲೂಕು ಕೋಲಾರ, 2) ನಾರಾಯಣಸ್ವಾಮಿ ಬಿನ್ ಭೀಮಣ್ಣ, ವಯಸ್ಸು 50 ವರ್ಷ, ವಾಸ: ರಾಜಕಲ್ಲಹಳ್ಳಿ ಗ್ರಾಮ, ವೇಮಗಲ್ ಹೋಬಳಿ, ಕೋಲಾರ ತಾಲ್ಲೂಕು bbox=[1136, 1691, 1558, 1723]
paragraph: ಕೋಲಾರ: ರೇಷ್ಮೆ ಕೃಷಿ ಕೋಲಾರ ಜಿಲ್ಲೆಯ ಜೀವನಾಡಿಯಾಗಿದೆ. ಗುಣಮಟ್ಟದ ಸೊಪ್ಪು ಬೆಳೆಯುವ ಮೂಲಕ ಆಧುನಿಕ ತಂತ್ರಜ್ಞಾನ ಅಳವಡಿಸಿಕೊಂಡು ಹುಳು ಸಾಕಾಣಿಕೆ ಲಾಭದಾಯಕವಾಗಿಸಿಕೊಳ್ಳಿ ಎಂದು ರೇಷ್ಮೆ ಕೃಷಿ ವಿಭಾಗದ ಪ್ರಾಧ್ಯಾಪಕಿ ಡಾ.ಪಲ್ಲವಿ ಕರೆ ನೀಡಿದರು. bbox=[56, 495, 219, 610]
notice-dept-line2: ಕೆಜಿಎಫ್ ಪೊಲೀಸ್ ಜಿಲ್ಲೆ bbox=[590, 1562, 733, 1582]
paragraph: ಮಾಲೂರು: ನಗರದ ಹಿಂದುಳಿದ ವರ್ಗಗಳ ಕಲ್ಯಾಣ ಇಲಾಖೆಯ ಕಲ್ಯಾಣ ಅಧಿಕಾರಿ ಯಾಗಿ ಕಾರ್ಯನಿರ್ವಹಿಸಿ ಪದೋನ್ನತಿ ಪಡೆದು ದೇವನಹಳ್ಳಿ ತಾಲೂಕಿಗೆ ವರ್ಗಾವಣೆಗೊಂಡಿರುವ ಎನ್. ಪ್ರಸಾದ್ ಅವರನ್ನು ನಗರದ ಹಿಂದುಳಿದ ಕಲ್ಯಾಣ ಇಲಾಖೆಯ ಕಚೇರಿ ವಿದ್ಯಾರ್ಥಿ ನಿಲಯಗಳ ಸಿಬ್ಬಂದಿ ಅಭಿನಂದಿಸಿ ಬೀಳ್ಕೊಡುಗೆ ನೀಡಿದರು. bbox=[1310, 1178, 1433, 1360]
footer-email: kolarapatrike@gmail.com bbox=[1249, 2237, 1464, 2256]
notice-court-line1: ಜಿಲ್ಲಾಧಿಕಾರಿಯವರ ನ್ಯಾಯಾಲಯ, bbox=[873, 1537, 1053, 1555]
notice-ref-number: ಪ್ರಕಟಣೆ ಸಂಖ್ಯೆ: ಕಟ್ಟಡ/09/2020-21, ದಿನಾಂಕ: 18.08.2025 bbox=[541, 1589, 783, 1602]
paragraph: ಈ ಸಂದರ್ಭದಲ್ಲಿ ಹಾಜರಿದ್ದ ಹಲವರು ಮಾತನಾಡಿ, ಸರ್ಕಾರಿ ಇಲಾಖೆಗೆ ನೌಕರರಾಗಿ, ಅಧಿಕಾರಿಗಳಾಗಿ, ಸೇವೆ ಸಲ್ಲಿಸಿದವರಿಗೆ ವರ್ಗಾವಣೆ ಹಾಗೂ ಪದೋನ್ನತಿ ಸಹಜವಾಗಿದ್ದರೂ, ಅವರು ಸೇವಾ ಅವಧಿಯಲ್ಲಿ ಮಾಡಿರುವ ಕೆಲಸ ಕಾರ್ಯಗಳು ಶಾಶ್ವತವಾಗಿರುತ್ತವೆ ಎಂದು ಅವರು ಹೇಳಿದರು. bbox=[1448, 1178, 1571, 1360]
by-order-line: ನ್ಯಾಯಾಲಯದ ಆದೇಶದ ಮೇರೆಗೆ, bbox=[896, 2041, 1030, 2056]
advocate-name: ಶ್ರೀ ಕೆ.ಎಸ್. ನಾರಾಯಣರಾವ್, ಬಿ.ಎ.ಎಲ್.ಎಲ್.ಬಿ. bbox=[840, 2086, 1047, 2101]
article-body bbox=[56, 494, 574, 813]
paragraph: ಕಾರ್ಯಕ್ರಮದಲ್ಲಿ ವಿದ್ಯಾರ್ಥಿ ಮುಖಂಡರಾದ ಸುಬ್ರಮಣಿ, ಪುಟ್ಟಸ್ವಾಮಿ, ಚಂದ್ರಶೇಖರ್ ಹಾಗೂ ಒಕ್ಕೂಟ ಚಿಟ್ನಹಳ್ಳಿ ನಾಗರಾಜ್, ಆನಂದ ಗೌಡ, ಅಶ್ವತ್ ರೆಡ್ಡಿ, ವಿದ್ಯಾರ್ಥಿಗಳಾದ ಸೃಜನ್, ವಿಷ್ಣುತೇಜ್, ಸುನಿಲ್ ಕುಮಾರ್, ಕುಮಾರ್, ಶ್ರೇಯಾ ಮತ್ತಿತರರು ಇದ್ದರು. bbox=[411, 618, 574, 734]
table-cell: 01 bbox=[715, 1799, 794, 1837]
photo-officials-meeting bbox=[1009, 214, 1320, 492]
tender-table bbox=[529, 1736, 795, 1838]
notice-body-paragraph: ಈ ಮೂಲಕ ತಿಳಿಯಪಡಿಸುವುದೇನೆಂದರೆ, ಮೇಲ್ಕಂಡ ಪ್ರಕರಣದಲ್ಲಿ ಅರ್ಜಿದಾರರ ಮಾವ ಮತ್ತು ಪ್ರತಿವಾದಿ ನಂ.2 ರವರ ತಂದೆಯಾದ ಮುನಿಶಾಮಪ್ಪ ಬಿನ್ ರಾಮಣ್ಣರವರು ದಿನಾಂಕ 17.04.1994 ರಂದು ರಾಜಕಲ್ಲಹಳ್ಳಿ ಗ್ರಾಮ, ವೇಮಗಲ್ ಹೋಬಳಿ, ಕೋಲಾರ ತಾಲ್ಲೂಕಿನಲ್ಲಿ ಮರಣ ಹೊಂದಿದ್ದು, ಸದರಿಯವರ ಮರಣ ದಿನಾಂಕವನ್ನು ನೋಂದಣಾಧಿಕಾರಿಗಳಲ್ಲಿ ನೋಂದಾಯಿಸಿರುವುದಿಲ್ಲ. bbox=[1136, 1779, 1558, 1842]
